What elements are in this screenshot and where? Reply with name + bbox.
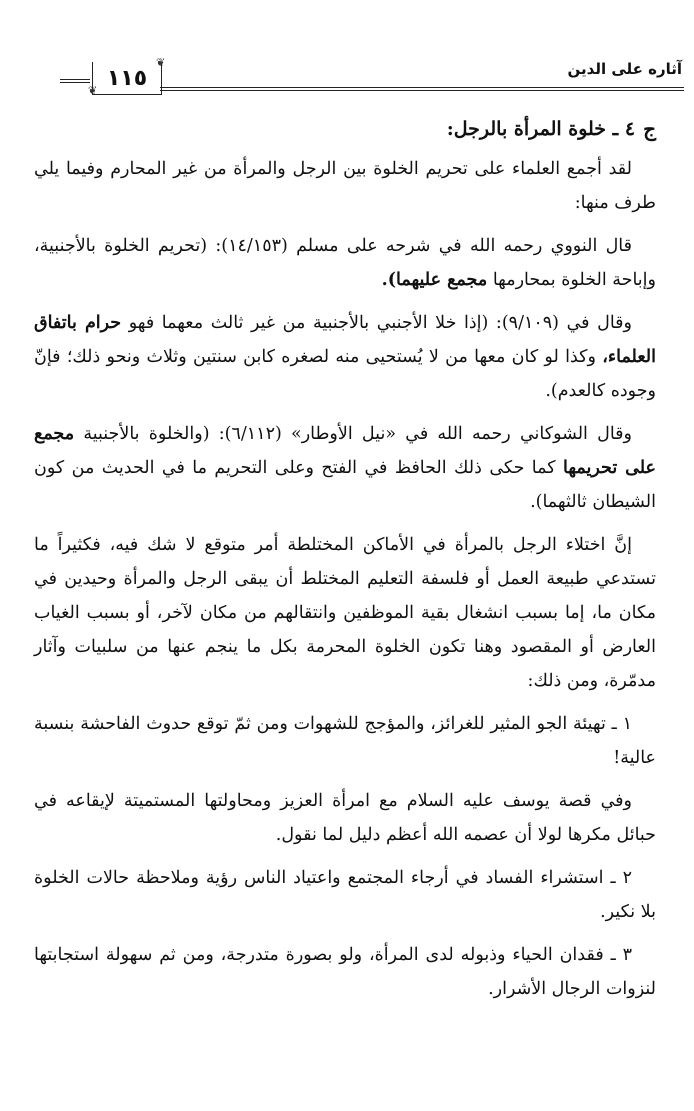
paragraph-8: ٢ ـ استشراء الفساد في أرجاء المجتمع واعتياد الناس رؤية وملاحظة حالات الخلوة بلا نكير. [34, 868, 656, 922]
paragraph-3-emphasis: حرام باتفاق العلماء، [34, 313, 656, 367]
section-heading [34, 112, 656, 146]
paragraph-3 [34, 306, 656, 408]
header-rule [160, 87, 684, 91]
paragraph-4-text-a: وقال الشوكاني رحمه الله في «نيل الأوطار» (٦/١١٢): (والخلوة بالأجنبية [83, 424, 632, 444]
paragraph-4-text-c: كما حكى ذلك الحافظ في الفتح وعلى التحريم ما في الحديث من كون الشيطان ثالثهما). [34, 458, 656, 512]
heading-text: ٤ ـ خلوة المرأة بالرجل: [446, 118, 636, 140]
paragraph-9: ٣ ـ فقدان الحياء وذبوله لدى المرأة، ولو بصورة متدرجة، ومن ثم سهولة استجابتها لنزوات الرجال الأشرار. [34, 945, 656, 999]
heading-marker: ج [643, 117, 656, 141]
paragraph-1: لقد أجمع العلماء على تحريم الخلوة بين الرجل والمرأة من غير المحارم وفيما يلي طرف منها: [34, 159, 656, 213]
page-body [34, 112, 656, 1015]
paragraph-2-emphasis: مجمع عليهما). [381, 270, 488, 290]
leaf-ornament-icon: ❦ [156, 56, 166, 69]
paragraph-5: إنَّ اختلاء الرجل بالمرأة في الأماكن المختلطة أمر متوقع لا شك فيه، فكثيراً ما تستدعي طبيعة العمل أو فلسفة التعليم المختلط أن يبقى الرجل والمرأة وحيدين في مكان ما، إما بسبب انشغال بقية الموظفين وانتقالهم من مكان لآخر، أو بسبب الغياب العارض أو المقصود وهنا تكون الخلوة المحرمة بكل ما ينجم عنها من سلبيات وآثار مدمّرة، ومن ذلك: [34, 535, 656, 691]
paragraph-3-text-a: وقال في (٩/١٠٩): (إذا خلا الأجنبي بالأجنبية من غير ثالث معهما فهو [128, 313, 632, 333]
page-number: ١١٥ [92, 62, 162, 95]
header-left-rule [60, 79, 90, 83]
paragraph-2-text: قال النووي رحمه الله في شرحه على مسلم (١٤/١٥٣): (تحريم الخلوة بالأجنبية، وإباحة الخلوة بمحارمها [34, 236, 656, 290]
paragraph-4 [34, 417, 656, 519]
paragraph-4-emphasis: مجمع على تحريمها [34, 424, 656, 478]
paragraph-6: ١ ـ تهيئة الجو المثير للغرائز، والمؤجج للشهوات ومن ثمّ توقع حدوث الفاحشة بنسبة عالية! [34, 714, 656, 768]
running-title: آثاره على الدين [567, 60, 682, 78]
paragraph-3-text-c: وكذا لو كان معها من لا يُستحيى منه لصغره كابن سنتين وثلاث ونحو ذلك؛ فإنّ وجوده كالعدم). [34, 347, 656, 401]
leaf-ornament-icon: ❦ [88, 84, 98, 97]
paragraph-2 [34, 229, 656, 297]
page-header [60, 54, 684, 98]
paragraph-7: وفي قصة يوسف عليه السلام مع امرأة العزيز ومحاولتها المستميتة لإيقاعه في حبائل مكرها لولا أن عصمه الله أعظم دليل لما نقول. [34, 791, 656, 845]
